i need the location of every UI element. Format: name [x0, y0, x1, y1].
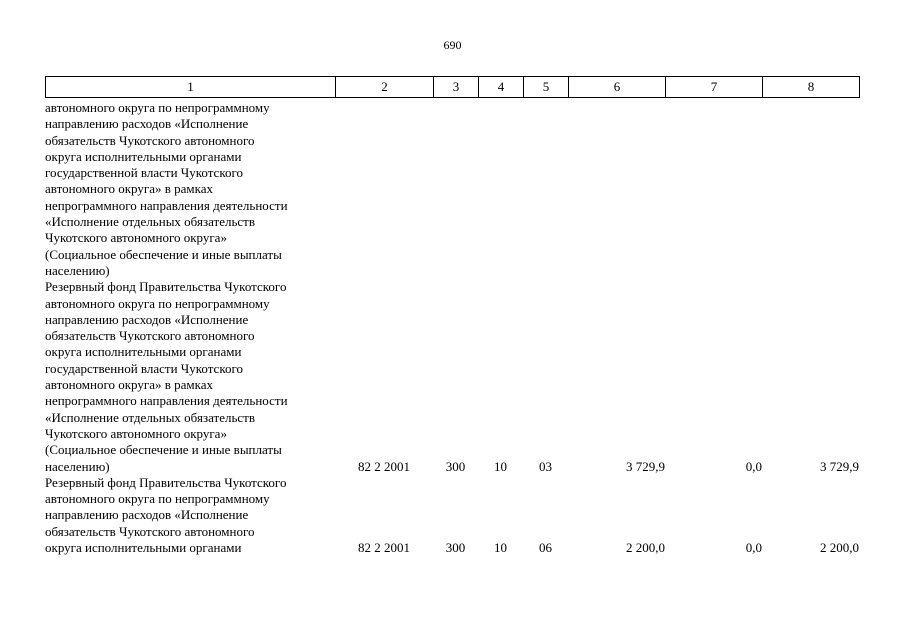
header-col-3: 3	[434, 77, 479, 98]
row-description	[45, 100, 335, 279]
description-line: (Социальное обеспечение и иные выплаты	[45, 246, 282, 262]
header-col-8: 8	[763, 77, 860, 98]
description-line: автономного округа по непрограммному	[45, 295, 270, 311]
description-line: государственной власти Чукотского	[45, 165, 243, 181]
description-line: «Исполнение отдельных обязательств	[45, 409, 255, 425]
description-line: (Социальное обеспечение и иные выплаты	[45, 442, 282, 458]
description-line: автономного округа по непрограммному	[45, 491, 270, 507]
description-line: обязательств Чукотского автономного	[45, 132, 255, 148]
description-line: автономного округа» в рамках	[45, 377, 214, 393]
row-col-2: 82 2 2001	[358, 540, 410, 556]
row-col-4: 10	[494, 458, 507, 474]
header-col-4: 4	[479, 77, 524, 98]
description-line: населению)	[45, 262, 110, 278]
row-col-6: 2 200,0	[626, 540, 665, 556]
row-col-5: 06	[539, 540, 552, 556]
row-col-2: 82 2 2001	[358, 458, 410, 474]
header-col-5: 5	[524, 77, 569, 98]
header-row	[46, 77, 860, 98]
description-line: Чукотского автономного округа»	[45, 425, 227, 441]
description-line: обязательств Чукотского автономного	[45, 328, 255, 344]
row-col-3: 300	[445, 540, 466, 556]
description-line: непрограммного направления деятельности	[45, 197, 288, 213]
description-line: Резервный фонд Правительства Чукотского	[45, 279, 287, 295]
row-col-7: 0,0	[745, 540, 762, 556]
header-col-7: 7	[666, 77, 763, 98]
description-line: направлению расходов «Исполнение	[45, 311, 249, 327]
description-line: округа исполнительными органами	[45, 540, 242, 556]
description-line: округа исполнительными органами	[45, 148, 242, 164]
description-line: Резервный фонд Правительства Чукотского	[45, 474, 287, 490]
description-line: «Исполнение отдельных обязательств	[45, 214, 255, 230]
description-line: непрограммного направления деятельности	[45, 393, 288, 409]
table-header	[45, 76, 860, 98]
description-line: автономного округа» в рамках	[45, 181, 214, 197]
row-col-7: 0,0	[745, 458, 762, 474]
description-line: Чукотского автономного округа»	[45, 230, 227, 246]
description-line: направлению расходов «Исполнение	[45, 116, 249, 132]
table-row	[45, 279, 859, 475]
row-col-8: 2 200,0	[820, 540, 859, 556]
description-line: населению)	[45, 458, 110, 474]
description-line: обязательств Чукотского автономного	[45, 523, 255, 539]
header-col-6: 6	[569, 77, 666, 98]
table-body	[45, 100, 859, 556]
row-col-5: 03	[539, 458, 552, 474]
header-col-2: 2	[336, 77, 434, 98]
row-col-3: 300	[445, 458, 466, 474]
row-description	[45, 279, 335, 475]
row-description	[45, 475, 335, 556]
table-row	[45, 475, 859, 556]
row-col-8: 3 729,9	[820, 458, 859, 474]
row-col-4: 10	[494, 540, 507, 556]
header-col-1: 1	[46, 77, 336, 98]
row-col-6: 3 729,9	[626, 458, 665, 474]
description-line: государственной власти Чукотского	[45, 360, 243, 376]
page-number: 690	[443, 38, 462, 52]
description-line: направлению расходов «Исполнение	[45, 507, 249, 523]
description-line: округа исполнительными органами	[45, 344, 242, 360]
table-row	[45, 100, 859, 279]
description-line: автономного округа по непрограммному	[45, 100, 270, 115]
